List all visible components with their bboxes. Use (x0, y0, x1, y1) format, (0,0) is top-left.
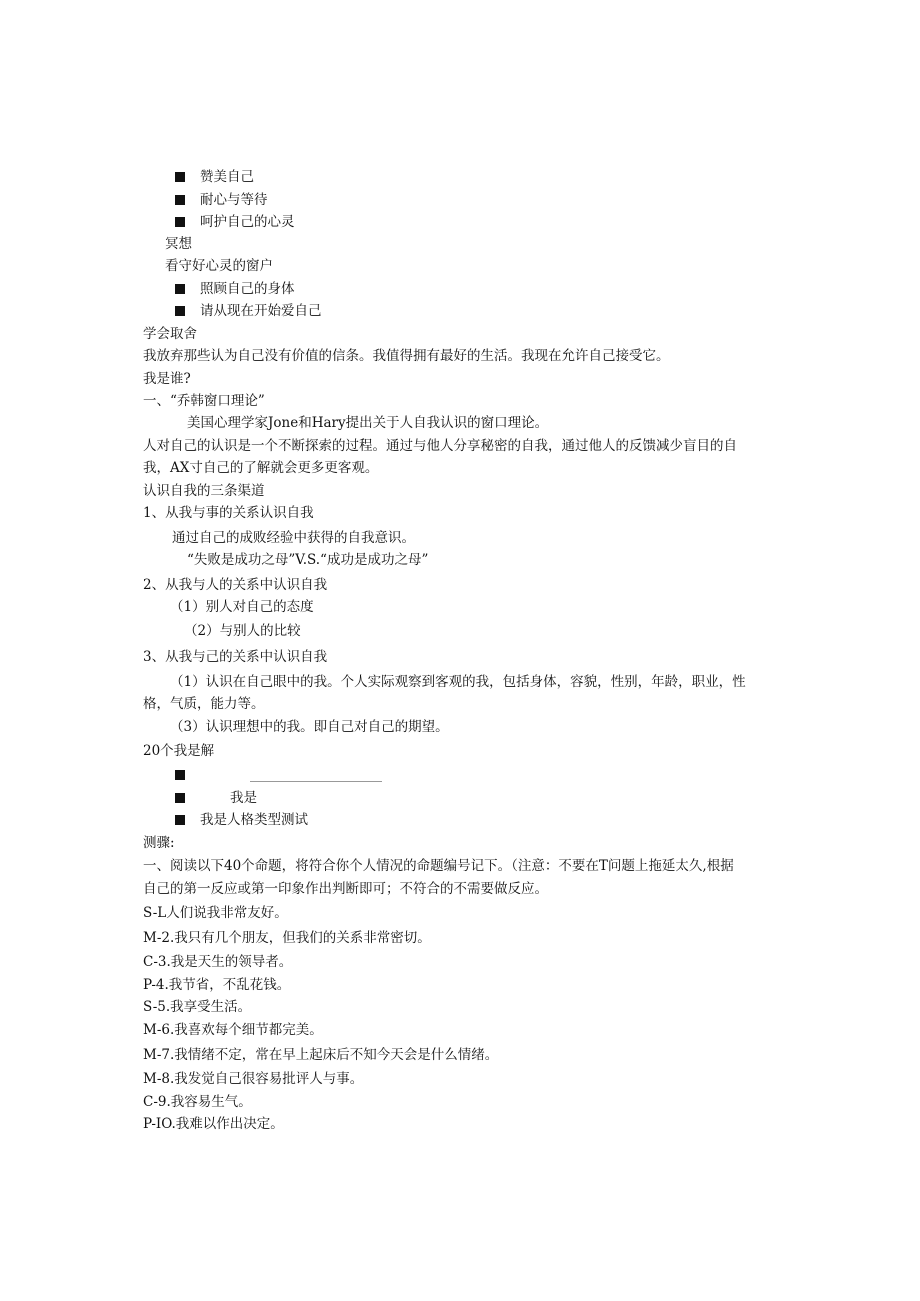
section1-title: 一、“乔韩窗口理论” (143, 393, 265, 409)
bullet-item: 赞美自己 (200, 169, 254, 185)
bullet-item: 照顾自己的身体 (200, 281, 295, 297)
statement-item: M-6.我喜欢每个细节都完美。 (143, 1022, 323, 1038)
channel2-item: （1）别人对自己的态度 (170, 599, 314, 615)
bullet-item: 请从现在开始爱自己 (200, 303, 322, 319)
channel2-item: （2）与别人的比较 (184, 623, 301, 639)
statement-item: M-7.我情绪不定，常在早上起床后不知今天会是什么情绪。 (143, 1047, 499, 1063)
bullet-item: 耐心与等待 (200, 192, 268, 208)
statement-item: M-2.我只有几个朋友，但我们的关系非常密切。 (143, 930, 431, 946)
bullet-square-icon (175, 306, 185, 316)
statement-item: P-4.我节省，不乱花钱。 (143, 977, 291, 993)
statement-item: S-L人们说我非常友好。 (143, 905, 288, 921)
bullet-square-icon (175, 793, 185, 803)
who-am-i-heading: 我是谁? (143, 371, 191, 387)
learn-choose-heading: 学会取舍 (143, 326, 197, 342)
statement-item: P-IO.我难以作出决定。 (143, 1116, 284, 1132)
channel3-item: （3）认识理想中的我。即自己对自己的期望。 (170, 719, 449, 735)
bullet-square-icon (175, 815, 185, 825)
bullet-square-icon (175, 217, 185, 227)
self-cognition-line: 我，AX寸自己的了解就会更多更客观。 (143, 460, 379, 476)
theory-intro: 美国心理学家Jone和Hary提出关于人自我认识的窗口理论。 (187, 415, 549, 431)
meditation-line: 冥想 (165, 236, 192, 252)
statement-item: S-5.我享受生活。 (143, 999, 252, 1015)
affirmation-paragraph: 我放弃那些认为自己没有价值的信条。我值得拥有最好的生活。我现在允许自己接受它。 (143, 348, 670, 364)
bullet-square-icon (175, 770, 185, 780)
statement-item: M-8.我发觉自己很容易批评人与事。 (143, 1071, 364, 1087)
channel3-item: （1）认识在自己眼中的我。个人实际观察到客观的我，包括身体，容貌，性别，年龄，职业，性 (170, 674, 746, 690)
channel3-item: 格，气质，能力等。 (143, 696, 265, 712)
bullet-square-icon (175, 172, 185, 182)
self-cognition-line: 人对自己的认识是一个不断探索的过程。通过与他人分享秘密的自我，通过他人的反馈减少盲目的自 (143, 438, 737, 454)
twenty-item: 我是 (230, 790, 257, 806)
channel1-quote: “失败是成功之母”V.S.“成功是成功之母” (187, 552, 429, 568)
bullet-item: 呵护自己的心灵 (200, 214, 295, 230)
channel1-line: 通过自己的成败经验中获得的自我意识。 (172, 530, 415, 546)
bullet-square-icon (175, 195, 185, 205)
channel1-title: 1、从我与事的关系认识自我 (143, 505, 314, 521)
three-channels-heading: 认识自我的三条渠道 (143, 483, 265, 499)
twenty-item: 我是人格类型测试 (200, 812, 308, 828)
statement-item: C-9.我容易生气。 (143, 1094, 252, 1110)
instruction-line: 自己的第一反应或第一印象作出判断即可；不符合的不需要做反应。 (143, 881, 548, 897)
steps-heading: 测骤: (143, 835, 175, 851)
instruction-line: 一、阅读以下40个命题，将符合你个人情况的命题编号记下。（注意：不要在T问题上拖延太久,根据 (143, 858, 734, 874)
bullet-square-icon (175, 284, 185, 294)
blank-underline (250, 781, 382, 782)
channel3-title: 3、从我与己的关系中认识自我 (143, 649, 328, 665)
twenty-title: 20个我是解 (143, 743, 215, 759)
guard-window-line: 看守好心灵的窗户 (165, 258, 273, 274)
channel2-title: 2、从我与人的关系中认识自我 (143, 577, 328, 593)
statement-item: C-3.我是天生的领导者。 (143, 954, 293, 970)
